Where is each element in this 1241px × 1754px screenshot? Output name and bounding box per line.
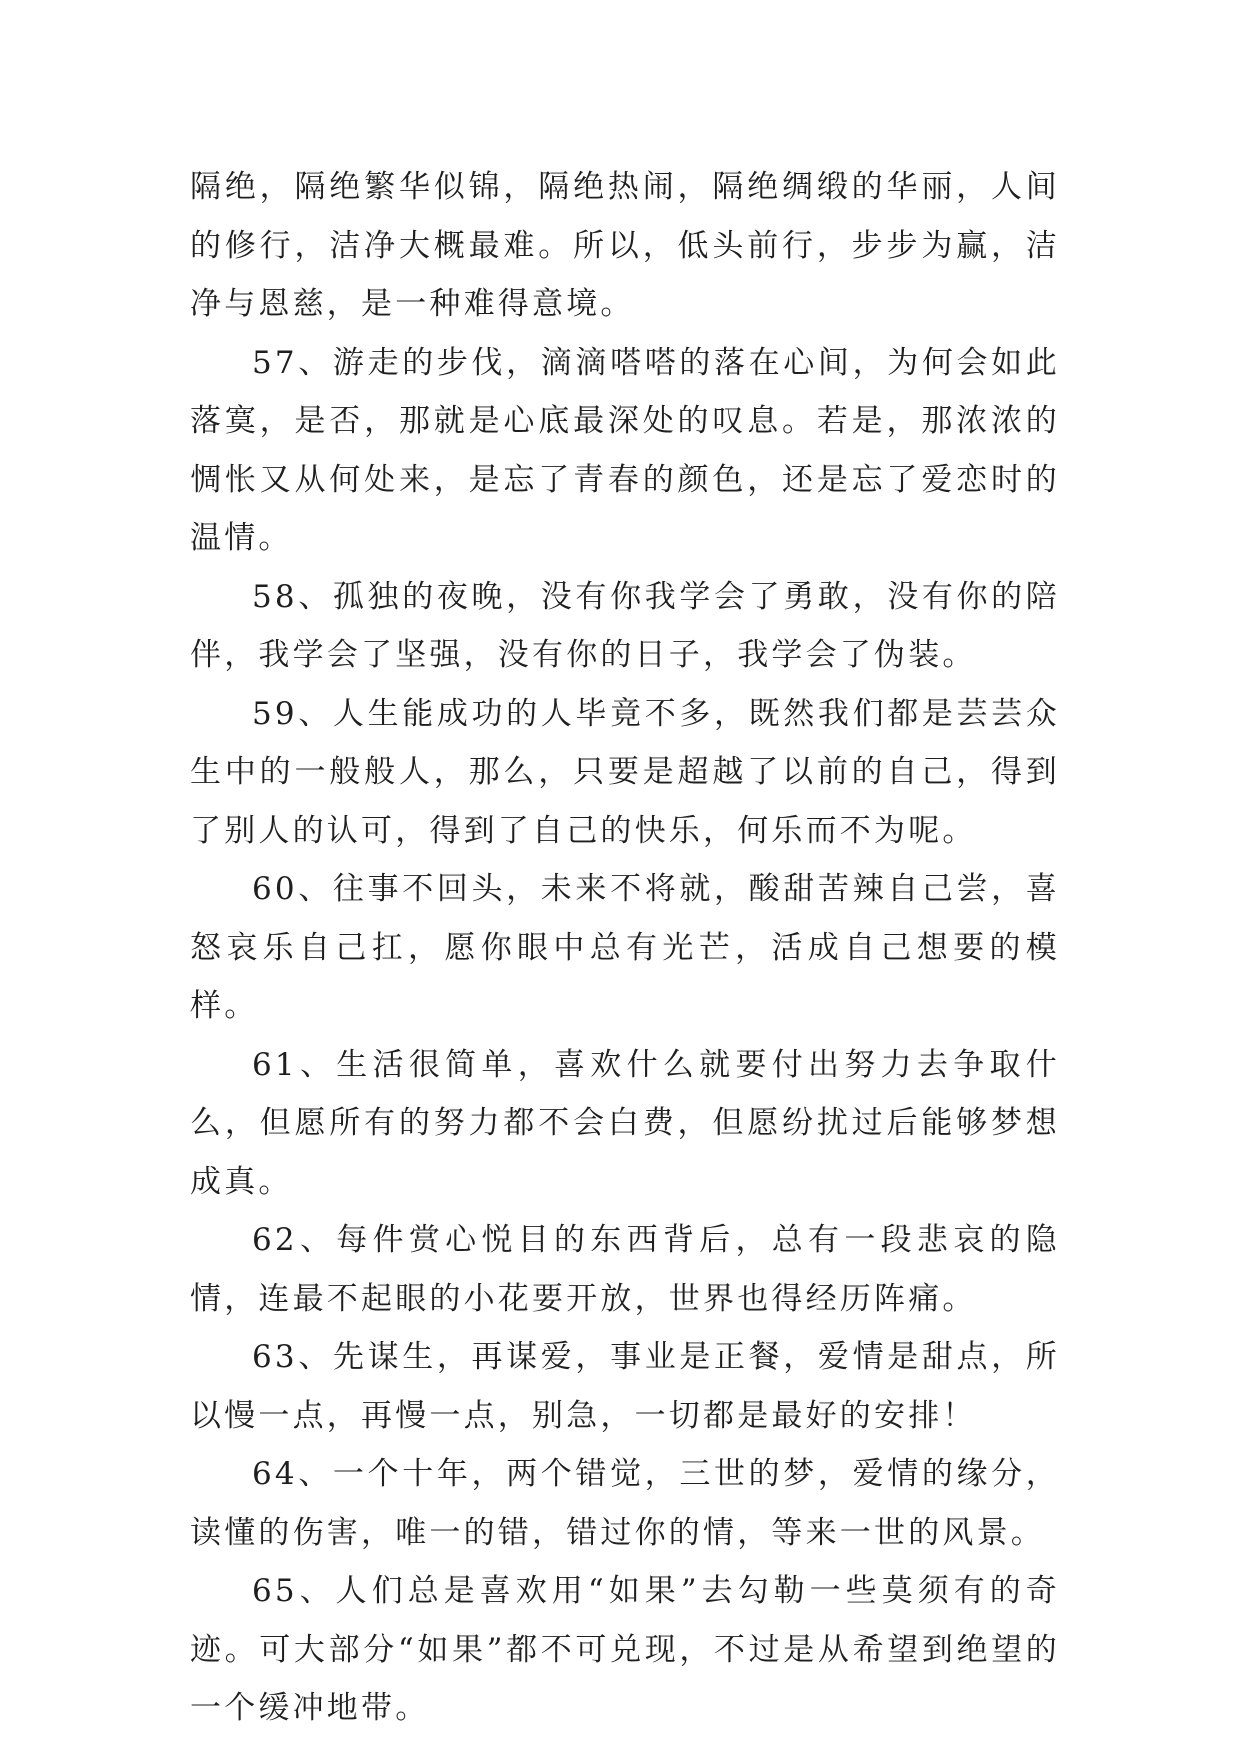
paragraph-58: 58、孤独的夜晚，没有你我学会了勇敢，没有你的陪伴，我学会了坚强，没有你的日子，我学会了伪装。 xyxy=(190,578,1060,673)
paragraph-57: 57、游走的步伐，滴滴嗒嗒的落在心间，为何会如此落寞，是否，那就是心底最深处的叹息。若是，那浓浓的惆怅又从何处来，是忘了青春的颜色，还是忘了爱恋时的温情。 xyxy=(190,344,1060,556)
paragraph-63: 63、先谋生，再谋爱，事业是正餐，爱情是甜点，所以慢一点，再慢一点，别急，一切都是最好的安排！ xyxy=(190,1339,1060,1434)
document-body xyxy=(190,158,1060,1738)
paragraph-65: 65、人们总是喜欢用“如果”去勾勒一些莫须有的奇迹。可大部分“如果”都不可兑现，不过是从希望到绝望的一个缓冲地带。 xyxy=(190,1573,1060,1726)
paragraph-60: 60、往事不回头，未来不将就，酸甜苦辣自己尝，喜怒哀乐自己扛，愿你眼中总有光芒，活成自己想要的模样。 xyxy=(190,871,1060,1024)
paragraph-62: 62、每件赏心悦目的东西背后，总有一段悲哀的隐情，连最不起眼的小花要开放，世界也得经历阵痛。 xyxy=(190,1222,1060,1317)
paragraph-59: 59、人生能成功的人毕竟不多，既然我们都是芸芸众生中的一般般人，那么，只要是超越了以前的自己，得到了别人的认可，得到了自己的快乐，何乐而不为呢。 xyxy=(190,695,1060,849)
paragraph-continuation: 隔绝，隔绝繁华似锦，隔绝热闹，隔绝绸缎的华丽，人间的修行，洁净大概最难。所以，低头前行，步步为赢，洁净与恩慈，是一种难得意境。 xyxy=(190,169,1060,322)
paragraph-61: 61、生活很简单，喜欢什么就要付出努力去争取什么，但愿所有的努力都不会白费，但愿纷扰过后能够梦想成真。 xyxy=(190,1046,1060,1200)
paragraph-64: 64、一个十年，两个错觉，三世的梦，爱情的缘分，读懂的伤害，唯一的错，错过你的情，等来一世的风景。 xyxy=(190,1456,1060,1551)
